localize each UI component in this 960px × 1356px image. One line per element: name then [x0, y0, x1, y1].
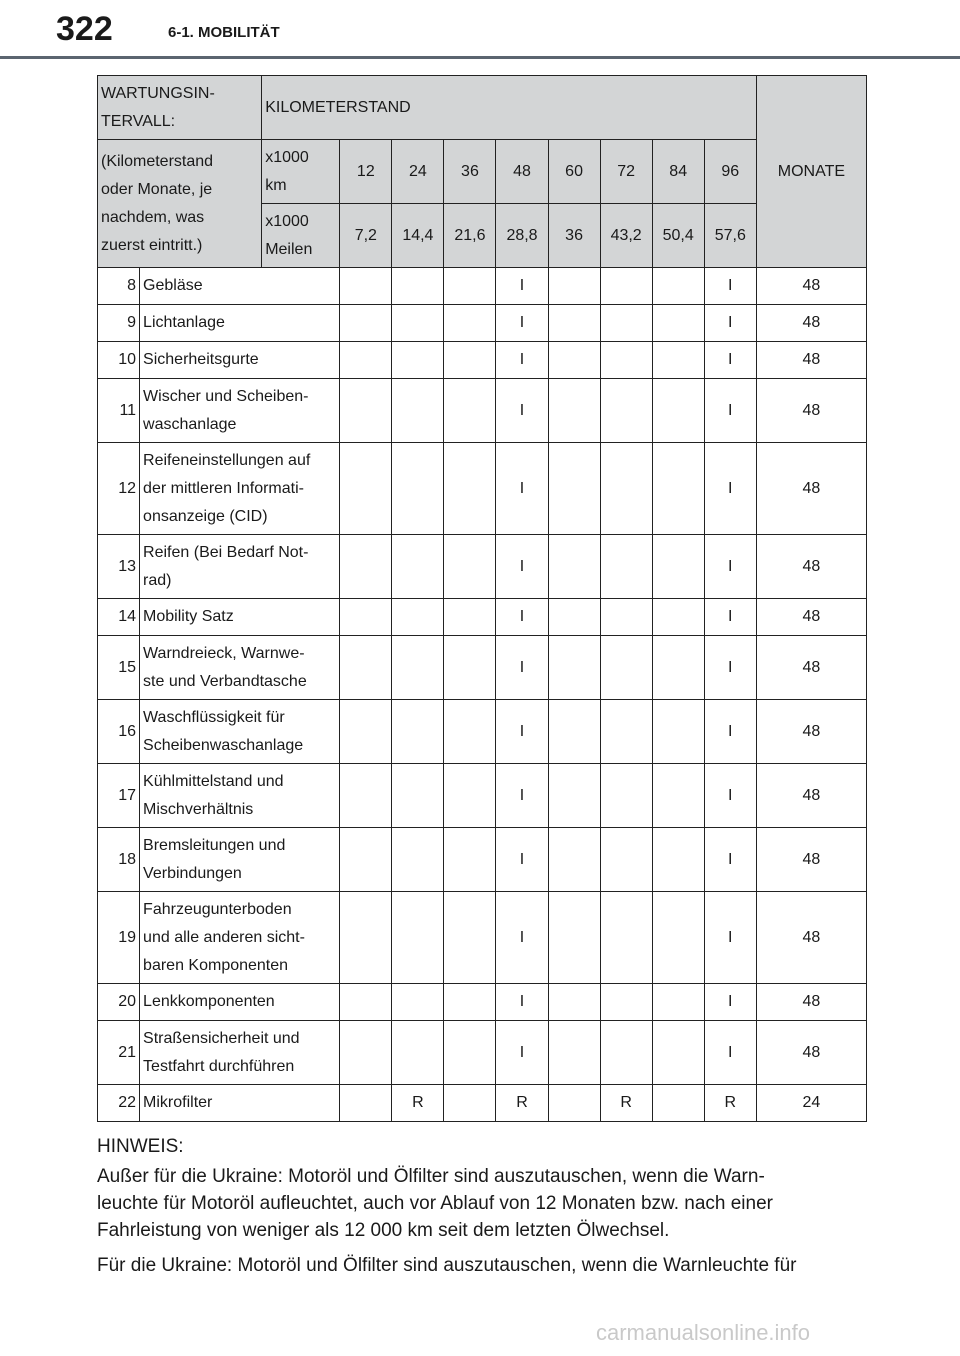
note-paragraph-1: Außer für die Ukraine: Motoröl und Ölfilter sind auszutauschen, wenn die Warn- leuchte für Motoröl aufleuchtet, auch vor Ablauf von 12 Monaten bzw. nach einer Fahrleistung von weniger als 12 000 km seit dem letzten Ölwechsel. [97, 1166, 773, 1241]
interval-mark: I [496, 984, 548, 1021]
interval-mark [600, 828, 652, 892]
interval-mark [600, 268, 652, 305]
row-number: 20 [98, 984, 140, 1021]
interval-mark: I [704, 1021, 756, 1085]
interval-mark [600, 535, 652, 599]
interval-mark [340, 379, 392, 443]
interval-mark [652, 268, 704, 305]
row-number: 18 [98, 828, 140, 892]
interval-mark: I [704, 700, 756, 764]
interval-mark [652, 443, 704, 535]
interval-mark [340, 535, 392, 599]
interval-mark [548, 764, 600, 828]
interval-note: (Kilometerstand oder Monate, je nachdem, was zuerst eintritt.) [98, 140, 262, 268]
months-value: 48 [756, 828, 866, 892]
interval-mark: I [496, 599, 548, 636]
interval-mark [652, 700, 704, 764]
interval-mark: I [496, 535, 548, 599]
mile-value: 7,2 [340, 204, 392, 268]
maintenance-item: Waschflüssigkeit für Scheibenwaschanlage [140, 700, 340, 764]
interval-mark [548, 636, 600, 700]
interval-mark [652, 599, 704, 636]
interval-header: WARTUNGSIN- TERVALL: [98, 76, 262, 140]
interval-mark [392, 342, 444, 379]
table-row [98, 305, 867, 342]
row-number: 21 [98, 1021, 140, 1085]
months-value: 48 [756, 700, 866, 764]
interval-mark [340, 700, 392, 764]
months-value: 48 [756, 984, 866, 1021]
interval-mark [340, 268, 392, 305]
months-value: 24 [756, 1085, 866, 1122]
interval-mark [548, 443, 600, 535]
mile-value: 43,2 [600, 204, 652, 268]
row-number: 13 [98, 535, 140, 599]
interval-mark [340, 305, 392, 342]
table-row [98, 1021, 867, 1085]
maintenance-item: Wischer und Scheiben- waschanlage [140, 379, 340, 443]
maintenance-item: Lichtanlage [140, 305, 340, 342]
interval-mark: I [704, 984, 756, 1021]
row-number: 9 [98, 305, 140, 342]
interval-mark [392, 599, 444, 636]
interval-mark [548, 892, 600, 984]
interval-mark [652, 828, 704, 892]
maintenance-item: Fahrzeugunterboden und alle anderen sicht- baren Komponenten [140, 892, 340, 984]
interval-mark [340, 443, 392, 535]
months-value: 48 [756, 892, 866, 984]
interval-mark [652, 535, 704, 599]
interval-mark [392, 764, 444, 828]
interval-mark [444, 443, 496, 535]
km-value: 72 [600, 140, 652, 204]
table-row [98, 342, 867, 379]
interval-mark: I [496, 443, 548, 535]
row-number: 15 [98, 636, 140, 700]
header-divider [0, 56, 960, 59]
km-value: 36 [444, 140, 496, 204]
maintenance-item: Lenkkomponenten [140, 984, 340, 1021]
interval-mark [392, 636, 444, 700]
row-number: 11 [98, 379, 140, 443]
interval-mark: I [704, 268, 756, 305]
interval-mark: R [392, 1085, 444, 1122]
table-row [98, 535, 867, 599]
interval-mark [444, 892, 496, 984]
maintenance-item: Warndreieck, Warnwe- ste und Verbandtasche [140, 636, 340, 700]
interval-mark: I [704, 764, 756, 828]
interval-mark: I [496, 342, 548, 379]
interval-mark [652, 1021, 704, 1085]
interval-mark [548, 700, 600, 764]
interval-mark: R [704, 1085, 756, 1122]
months-value: 48 [756, 535, 866, 599]
interval-mark [444, 1085, 496, 1122]
interval-mark [444, 984, 496, 1021]
interval-mark [600, 700, 652, 764]
interval-mark: I [704, 379, 756, 443]
mile-value: 50,4 [652, 204, 704, 268]
interval-mark [444, 636, 496, 700]
table-row [98, 268, 867, 305]
maintenance-table [97, 75, 867, 1122]
months-value: 48 [756, 268, 866, 305]
note-paragraph-2: Für die Ukraine: Motoröl und Ölfilter sind auszutauschen, wenn die Warnleuchte für [97, 1255, 797, 1276]
interval-mark [548, 268, 600, 305]
interval-mark: I [704, 443, 756, 535]
interval-mark: I [704, 535, 756, 599]
interval-mark [340, 828, 392, 892]
interval-mark [340, 599, 392, 636]
interval-mark [600, 636, 652, 700]
interval-mark [340, 1085, 392, 1122]
interval-mark [392, 535, 444, 599]
row-number: 8 [98, 268, 140, 305]
interval-mark [444, 700, 496, 764]
interval-mark: I [496, 700, 548, 764]
row-number: 19 [98, 892, 140, 984]
mile-value: 28,8 [496, 204, 548, 268]
mile-value: 57,6 [704, 204, 756, 268]
mile-value: 36 [548, 204, 600, 268]
months-header: MONATE [756, 76, 866, 268]
months-value: 48 [756, 342, 866, 379]
interval-mark [600, 892, 652, 984]
interval-mark [548, 305, 600, 342]
interval-mark [444, 535, 496, 599]
interval-mark [652, 764, 704, 828]
interval-mark [652, 1085, 704, 1122]
maintenance-item: Reifen (Bei Bedarf Not- rad) [140, 535, 340, 599]
row-number: 14 [98, 599, 140, 636]
note-heading: HINWEIS: [97, 1136, 184, 1157]
table-row [98, 892, 867, 984]
table-row [98, 379, 867, 443]
interval-mark [392, 305, 444, 342]
kilometer-header: KILOMETERSTAND [262, 76, 757, 140]
page-number: 322 [56, 10, 113, 48]
interval-mark [600, 305, 652, 342]
interval-mark [392, 268, 444, 305]
km-value: 60 [548, 140, 600, 204]
maintenance-item: Gebläse [140, 268, 340, 305]
interval-mark [652, 984, 704, 1021]
interval-mark [392, 443, 444, 535]
table-row [98, 636, 867, 700]
km-value: 96 [704, 140, 756, 204]
maintenance-item: Kühlmittelstand und Mischverhältnis [140, 764, 340, 828]
months-value: 48 [756, 599, 866, 636]
interval-mark [340, 342, 392, 379]
mile-value: 21,6 [444, 204, 496, 268]
maintenance-item: Sicherheitsgurte [140, 342, 340, 379]
interval-mark: I [496, 305, 548, 342]
months-value: 48 [756, 443, 866, 535]
section-title: 6-1. MOBILITÄT [168, 24, 280, 41]
row-number: 22 [98, 1085, 140, 1122]
interval-mark [652, 379, 704, 443]
interval-mark [548, 599, 600, 636]
interval-mark [444, 764, 496, 828]
interval-mark [548, 984, 600, 1021]
interval-mark [548, 379, 600, 443]
interval-mark [392, 984, 444, 1021]
interval-mark [548, 342, 600, 379]
interval-mark: I [704, 599, 756, 636]
maintenance-item: Reifeneinstellungen auf der mittleren Informati- onsanzeige (CID) [140, 443, 340, 535]
interval-mark: I [496, 379, 548, 443]
mile-value: 14,4 [392, 204, 444, 268]
interval-mark [652, 892, 704, 984]
interval-mark [652, 636, 704, 700]
interval-mark [600, 599, 652, 636]
interval-mark [600, 1021, 652, 1085]
interval-mark: I [704, 636, 756, 700]
maintenance-item: Bremsleitungen und Verbindungen [140, 828, 340, 892]
interval-mark [548, 828, 600, 892]
interval-mark [392, 700, 444, 764]
interval-mark: I [704, 892, 756, 984]
interval-mark: I [704, 342, 756, 379]
interval-mark [340, 764, 392, 828]
interval-mark [600, 984, 652, 1021]
maintenance-item: Mobility Satz [140, 599, 340, 636]
km-value: 12 [340, 140, 392, 204]
table-row [98, 1085, 867, 1122]
interval-mark: I [704, 305, 756, 342]
interval-mark [340, 1021, 392, 1085]
km-value: 48 [496, 140, 548, 204]
interval-mark: I [496, 636, 548, 700]
interval-mark [652, 342, 704, 379]
unit-miles-label: x1000 Meilen [262, 204, 340, 268]
table-row [98, 828, 867, 892]
unit-km-label: x1000 km [262, 140, 340, 204]
interval-mark: I [496, 892, 548, 984]
interval-mark [444, 342, 496, 379]
interval-mark: I [704, 828, 756, 892]
km-value: 84 [652, 140, 704, 204]
interval-mark [392, 892, 444, 984]
months-value: 48 [756, 764, 866, 828]
row-number: 10 [98, 342, 140, 379]
interval-mark [392, 1021, 444, 1085]
interval-mark [652, 305, 704, 342]
interval-mark [444, 305, 496, 342]
interval-mark [548, 535, 600, 599]
interval-mark [548, 1085, 600, 1122]
months-value: 48 [756, 1021, 866, 1085]
table-row [98, 599, 867, 636]
interval-mark [392, 828, 444, 892]
maintenance-item: Straßensicherheit und Testfahrt durchführen [140, 1021, 340, 1085]
km-value: 24 [392, 140, 444, 204]
row-number: 16 [98, 700, 140, 764]
watermark-logo: carmanualsonline.info [596, 1320, 811, 1345]
interval-mark: R [600, 1085, 652, 1122]
interval-mark: I [496, 764, 548, 828]
row-number: 12 [98, 443, 140, 535]
interval-mark [600, 342, 652, 379]
table-row [98, 700, 867, 764]
row-number: 17 [98, 764, 140, 828]
months-value: 48 [756, 379, 866, 443]
maintenance-item: Mikrofilter [140, 1085, 340, 1122]
interval-mark: R [496, 1085, 548, 1122]
interval-mark [340, 892, 392, 984]
interval-mark [600, 764, 652, 828]
interval-mark [444, 379, 496, 443]
interval-mark [340, 984, 392, 1021]
interval-mark [444, 599, 496, 636]
interval-mark [600, 443, 652, 535]
table-row [98, 443, 867, 535]
interval-mark [392, 379, 444, 443]
interval-mark [444, 828, 496, 892]
table-row [98, 984, 867, 1021]
months-value: 48 [756, 305, 866, 342]
interval-mark: I [496, 268, 548, 305]
interval-mark [444, 1021, 496, 1085]
interval-mark [548, 1021, 600, 1085]
interval-mark [340, 636, 392, 700]
table-row [98, 764, 867, 828]
interval-mark [600, 379, 652, 443]
interval-mark: I [496, 1021, 548, 1085]
months-value: 48 [756, 636, 866, 700]
interval-mark: I [496, 828, 548, 892]
interval-mark [444, 268, 496, 305]
